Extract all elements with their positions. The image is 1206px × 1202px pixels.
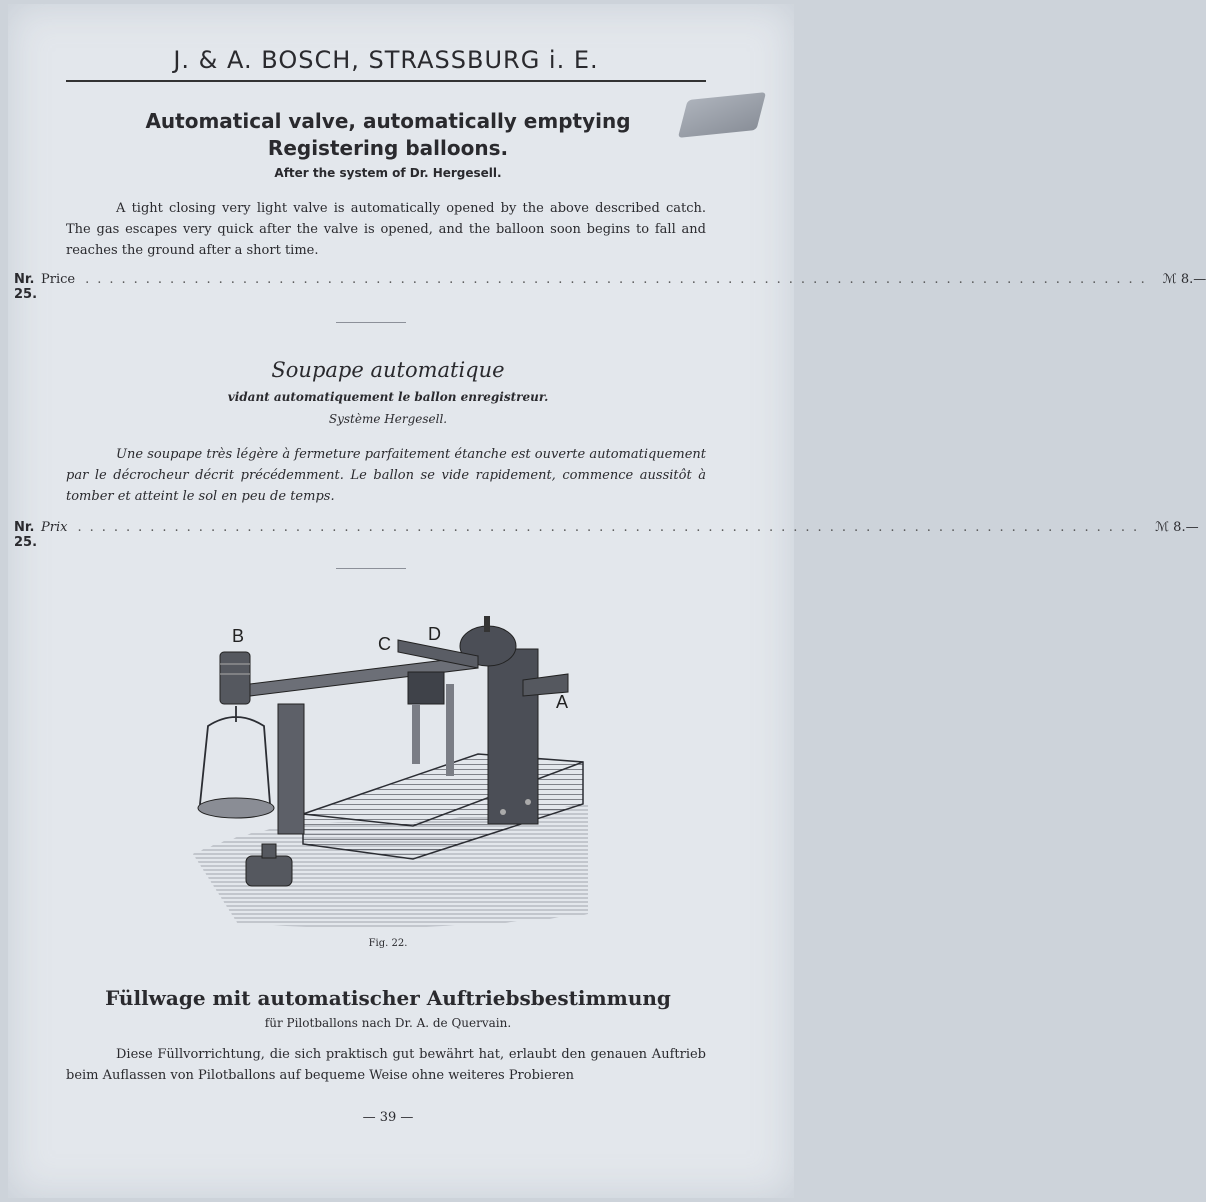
english-price-nr: Nr. 25. [14,272,38,302]
leader-dots: ........................................................................................ [77,520,1146,535]
french-price-label: Prix [41,520,68,535]
figure-label-c: C [378,634,391,654]
french-subtitle: vidant automatiquement le ballon enregistreur. [227,390,549,404]
french-system: Système Hergesell. [328,412,448,426]
support-pin [412,704,420,764]
section-divider [336,568,406,569]
header-rule [66,80,706,82]
support-pin [446,684,454,776]
english-title-line2: Registering balloons. [267,136,509,160]
english-title [68,108,708,162]
column-screw [500,809,506,815]
column-screw [525,799,531,805]
english-body: A tight closing very light valve is automatically opened by the above described catch. The gas escapes very quick after the valve is opened, and the balloon soon begins to fall and reaches the ground after a short time. [66,201,706,258]
german-body: Diese Füllvorrichtung, die sich praktisch gut bewährt hat, erlaubt den genauen Auftrieb beim Auflassen von Pilotballons auf bequeme Weise ohne weiteres Probieren [66,1047,706,1083]
figure-label-d: D [428,624,441,644]
right-column [488,649,538,824]
loose-weight [246,856,292,886]
french-price-amount: ℳ 8.— [1155,520,1199,535]
figure-label-b: B [232,626,245,646]
scale-pan-hanger [200,706,270,810]
french-body: Une soupape très légère à fermeture parfaitement étanche est ouverte automatiquement par le décrocheur décrit précédemment. Le ballon se vide rapidement, commence aussitôt à tomber et atteint le sol en peu de temps. [66,447,706,504]
figure-label-a: A [556,692,569,712]
french-price-nr: Nr. 25. [14,520,38,550]
section-divider [336,322,406,323]
left-post [278,704,304,834]
counterweight-b [220,652,250,704]
german-subtitle: für Pilotballons nach Dr. A. de Quervain. [264,1016,512,1030]
french-price-row [14,520,1199,550]
scale-pan [198,798,274,818]
german-title: Füllwage mit automatischer Auftriebsbestimmung [105,986,671,1010]
figure-caption: Fig. 22. [368,938,408,949]
french-title: Soupape automatique [271,358,505,382]
page-number: — 39 — [362,1110,414,1125]
top-screw [484,616,490,632]
english-price-amount: ℳ 8.— [1162,272,1206,287]
catalog-page [8,4,1206,1198]
leader-dots: ........................................................................................ [85,272,1153,287]
english-subtitle: After the system of Dr. Hergesell. [274,166,502,180]
page-header: J. & A. BOSCH, STRASSBURG i. E. [173,46,599,74]
bracket [408,672,444,704]
filling-scale-illustration [178,604,598,934]
english-price-row [14,272,1206,302]
english-title-line1: Automatical valve, automatically emptying [145,109,631,133]
english-price-label: Price [41,272,76,287]
